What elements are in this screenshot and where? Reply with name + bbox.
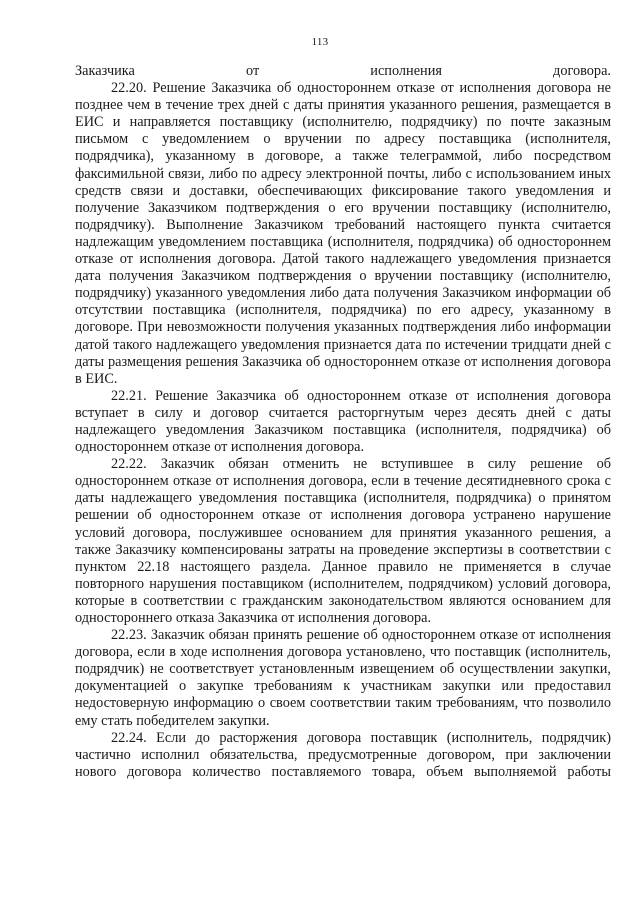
page-number: 113 bbox=[311, 36, 329, 48]
paragraph-22-20: 22.20. Решение Заказчика об одностороннем отказе от исполнения договора не позднее чем в течение трех дней с даты принятия указанного решения, размещается в ЕИС и направляется поставщику (исполнителю, подрядчику) по почте заказным письмом с уведомлением о вручении по адресу поставщика (исполнителя, подрядчика), указанному в договоре, а также телеграммой, либо посредством факсимильной связи, либо по адресу электронной почты, либо с использованием иных средств связи и доставки, обеспечивающих фиксирование такого уведомления и получение Заказчиком подтверждения о его вручении поставщику (исполнителю, подрядчику). Выполнение Заказчиком требований настоящего пункта считается надлежащим уведомлением поставщика (исполнителя, подрядчика) об одностороннем отказе от исполнения договора. Датой такого надлежащего уведомления признается дата получения Заказчиком подтверждения о вручении поставщику (исполнителю, подрядчику) указанного уведомления либо дата получения Заказчиком информации об отсутствии поставщика (исполнителя, подрядчика) по его адресу, указанному в договоре. При невозможности получения указанных подтверждения либо информации датой такого надлежащего уведомления признается дата по истечении тридцати дней с даты размещения решения Заказчика об одностороннем отказе от исполнения договора в ЕИС. bbox=[75, 80, 611, 387]
paragraph-22-24: 22.24. Если до расторжения договора поставщик (исполнитель, подрядчик) частично исполнил обязательства, предусмотренные договором, при заключении нового договора количество поставляемого товара, объем выполняемой работы bbox=[75, 729, 611, 780]
paragraph-22-21: 22.21. Решение Заказчика об одностороннем отказе от исполнения договора вступает в силу и договор считается расторгнутым через десять дней с даты надлежащего уведомления Заказчиком поставщика (исполнителя, подрядчика) об одностороннем отказе от исполнения договора. bbox=[75, 387, 611, 456]
paragraph-continuation: Заказчика от исполнения договора. bbox=[75, 63, 611, 79]
paragraph-22-23: 22.23. Заказчик обязан принять решение об одностороннем отказе от исполнения договора, если в ходе исполнения договора установлено, что поставщик (исполнитель, подрядчик) не соответствует установленным извещением об осуществлении закупки, документацией о закупке требованиям к участникам закупки или предоставил недостоверную информацию о своем соответствии таким требованиям, что позволило ему стать победителем закупки. bbox=[75, 627, 611, 729]
paragraph-22-22: 22.22. Заказчик обязан отменить не вступившее в силу решение об одностороннем отказе от исполнения договора, если в течение десятидневного срока с даты надлежащего уведомления поставщика (исполнителя, подрядчика) о принятом решении об одностороннем отказе от исполнения договора устранено нарушение условий договора, послужившее основанием для принятия указанного решения, а также Заказчику компенсированы затраты на проведение экспертизы в соответствии с пунктом 22.18 настоящего раздела. Данное правило не применяется в случае повторного нарушения поставщиком (исполнителем, подрядчиком) условий договора, которые в соответствии с гражданским законодательством являются основанием для одностороннего отказа Заказчика от исполнения договора. bbox=[75, 456, 611, 626]
document-body bbox=[75, 63, 611, 781]
